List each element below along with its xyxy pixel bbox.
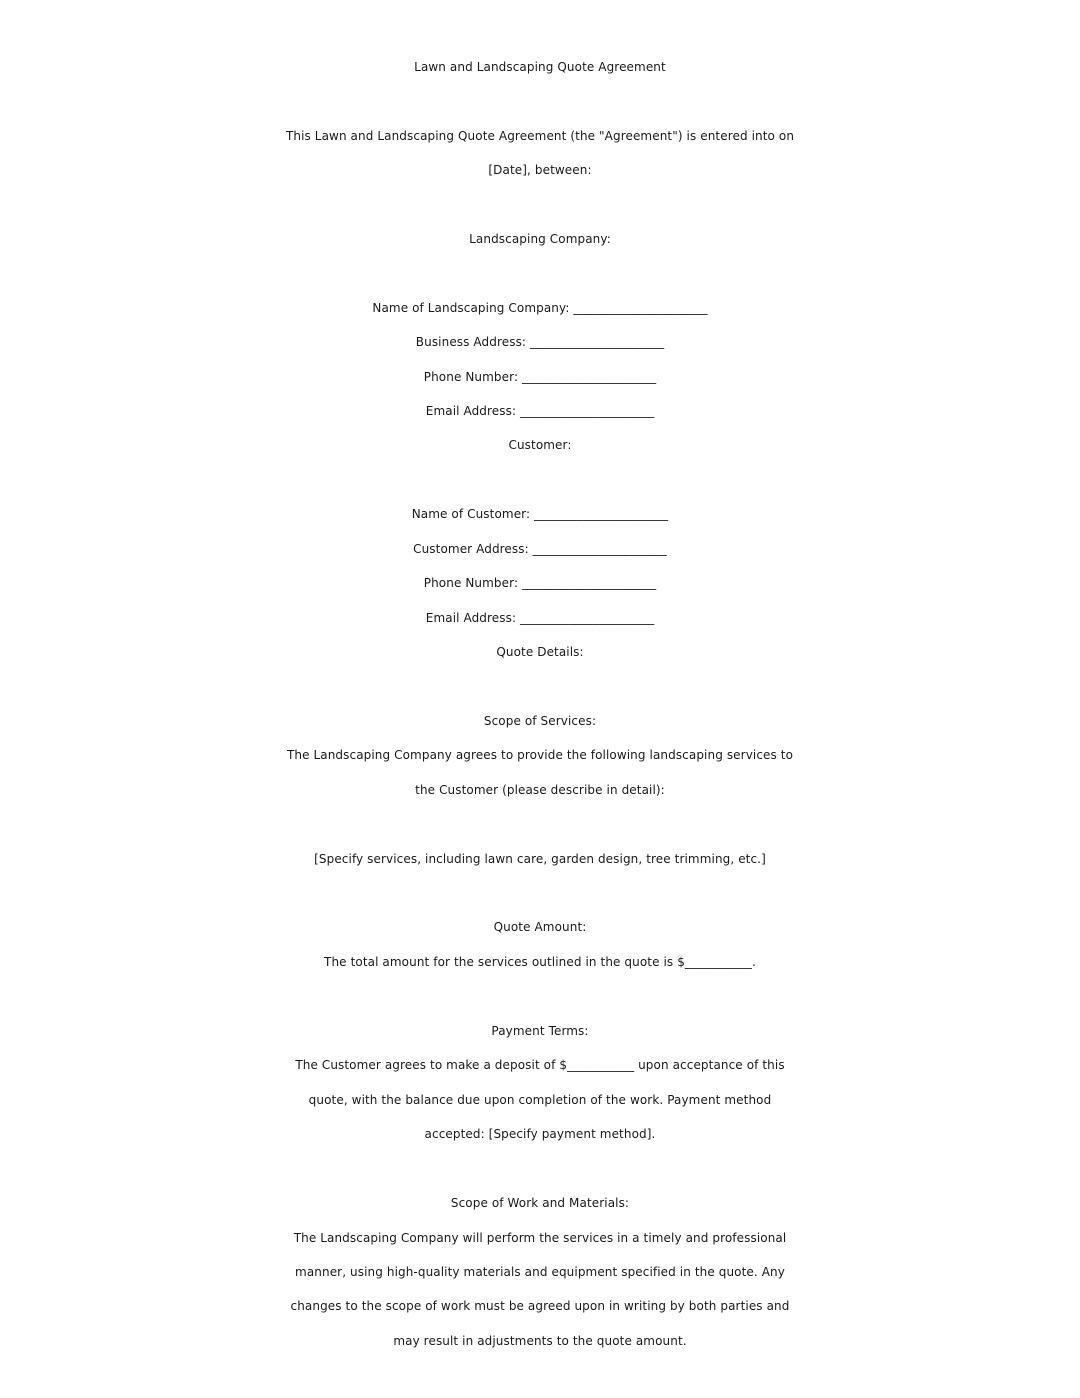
work-text-line-2: manner, using high-quality materials and equipment specified in the quote. Any — [295, 1265, 785, 1279]
document-title: Lawn and Landscaping Quote Agreement — [414, 60, 666, 74]
payment-text-line-3: accepted: [Specify payment method]. — [424, 1127, 656, 1141]
scope-heading: Scope of Services: — [483, 714, 597, 728]
customer-address-field: Customer Address: ______________________ — [413, 542, 667, 556]
work-text-line-1: The Landscaping Company will perform the services in a timely and professional — [293, 1231, 787, 1245]
customer-phone-field: Phone Number: ______________________ — [423, 576, 657, 590]
customer-heading: Customer: — [508, 438, 572, 452]
scope-placeholder: [Specify services, including lawn care, garden design, tree trimming, etc.] — [314, 852, 766, 866]
company-heading: Landscaping Company: — [469, 232, 611, 246]
amount-heading: Quote Amount: — [493, 920, 587, 934]
company-name-field: Name of Landscaping Company: ______________________ — [372, 301, 708, 315]
company-address-field: Business Address: ______________________ — [415, 335, 665, 349]
payment-heading: Payment Terms: — [491, 1024, 589, 1038]
work-text-line-4: may result in adjustments to the quote amount. — [393, 1334, 687, 1348]
amount-text: The total amount for the services outlined in the quote is $___________. — [324, 955, 756, 969]
company-email-field: Email Address: ______________________ — [425, 404, 655, 418]
intro-line-2: [Date], between: — [488, 163, 592, 177]
quote-details-heading: Quote Details: — [496, 645, 584, 659]
scope-text-line-1: The Landscaping Company agrees to provide the following landscaping services to — [286, 748, 794, 762]
payment-text-line-1: The Customer agrees to make a deposit of $___________ upon acceptance of this — [295, 1058, 785, 1072]
intro-line-1: This Lawn and Landscaping Quote Agreement (the "Agreement") is entered into on — [285, 129, 795, 143]
scope-text-line-2: the Customer (please describe in detail): — [415, 783, 665, 797]
work-heading: Scope of Work and Materials: — [450, 1196, 630, 1210]
company-phone-field: Phone Number: ______________________ — [423, 370, 657, 384]
work-text-line-3: changes to the scope of work must be agreed upon in writing by both parties and — [290, 1299, 790, 1313]
customer-name-field: Name of Customer: ______________________ — [411, 507, 669, 521]
customer-email-field: Email Address: ______________________ — [425, 611, 655, 625]
payment-text-line-2: quote, with the balance due upon completion of the work. Payment method — [308, 1093, 772, 1107]
